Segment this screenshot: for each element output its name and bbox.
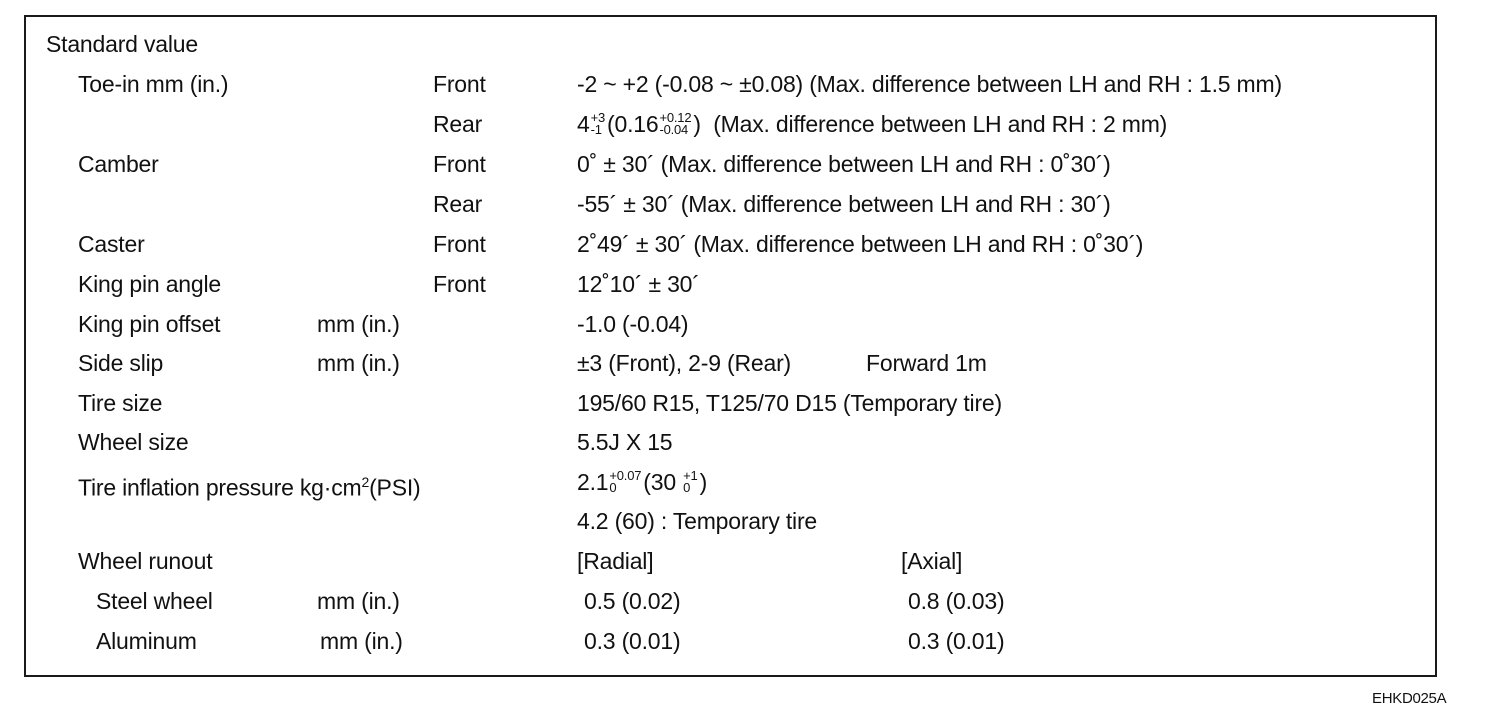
superscript: 2 xyxy=(361,474,370,490)
inflation-base: 2.1 xyxy=(577,469,609,495)
tolerance xyxy=(659,109,692,137)
tolerance-upper: +1 xyxy=(683,467,698,483)
item-label-steel-wheel: Steel wheel xyxy=(96,588,213,614)
inflation-label-text: Tire inflation pressure kg·cm xyxy=(78,474,362,501)
tolerance-upper: +0.12 xyxy=(659,109,692,125)
tolerance-upper: +0.07 xyxy=(609,467,642,483)
tolerance-lower: -0.04 xyxy=(659,121,689,137)
position-label: Rear xyxy=(433,191,483,217)
column-header-axial: [Axial] xyxy=(901,548,963,574)
inflation-psi: (30 xyxy=(643,469,676,495)
spec-value: -55´ ± 30´ (Max. difference between LH and RH : 30´) xyxy=(577,191,1111,217)
toe-rear-base: 4 xyxy=(577,111,590,137)
tolerance xyxy=(683,467,698,495)
spec-value: -2 ~ +2 (-0.08 ~ ±0.08) (Max. difference between LH and RH : 1.5 mm) xyxy=(577,71,1282,97)
close-paren: ) xyxy=(699,469,708,495)
item-label-wheel-size: Wheel size xyxy=(78,429,189,455)
close-paren: ) xyxy=(693,111,701,137)
item-label-camber: Camber xyxy=(78,151,159,177)
position-label: Front xyxy=(433,231,486,257)
item-label-tire-size: Tire size xyxy=(78,390,163,416)
tolerance-lower: 0 xyxy=(683,479,691,495)
item-label-kingpin-offset: King pin offset xyxy=(78,311,221,337)
section-heading: Standard value xyxy=(46,31,198,57)
unit-label: mm (in.) xyxy=(317,350,400,376)
unit-label: mm (in.) xyxy=(317,311,400,337)
position-label: Front xyxy=(433,151,486,177)
item-label-toe-in: Toe-in mm (in.) xyxy=(78,71,229,97)
inflation-unit: (PSI) xyxy=(369,474,421,501)
spec-value: -1.0 (-0.04) xyxy=(577,311,689,337)
spec-value-inflation xyxy=(577,468,707,496)
spec-value-radial: 0.5 (0.02) xyxy=(584,588,681,614)
toe-rear-inch: (0.16 xyxy=(607,111,659,137)
spec-value: 4.2 (60) : Temporary tire xyxy=(577,508,818,534)
spec-value: ±3 (Front), 2-9 (Rear) xyxy=(577,350,791,376)
spec-value-axial: 0.8 (0.03) xyxy=(908,588,1005,614)
spec-value: 195/60 R15, T125/70 D15 (Temporary tire) xyxy=(577,390,1002,416)
item-label-wheel-runout: Wheel runout xyxy=(78,548,213,574)
item-label-aluminum: Aluminum xyxy=(96,628,197,654)
position-label: Rear xyxy=(433,111,483,137)
item-label-kingpin-angle: King pin angle xyxy=(78,271,221,297)
spec-value: 2˚49´ ± 30´ (Max. difference between LH and RH : 0˚30´) xyxy=(577,231,1144,257)
spec-value-axial: 0.3 (0.01) xyxy=(908,628,1005,654)
unit-label: mm (in.) xyxy=(317,588,400,614)
spec-value: 0˚ ± 30´ (Max. difference between LH and RH : 0˚30´) xyxy=(577,151,1111,177)
item-label-caster: Caster xyxy=(78,231,145,257)
toe-rear-note: (Max. difference between LH and RH : 2 mm) xyxy=(713,111,1168,137)
tolerance xyxy=(590,109,606,137)
position-label: Front xyxy=(433,271,486,297)
position-label: Front xyxy=(433,71,486,97)
spec-value: 12˚10´ ± 30´ xyxy=(577,271,700,297)
figure-code: EHKD025A xyxy=(1372,690,1447,707)
tolerance-lower: -1 xyxy=(590,121,602,137)
item-label-inflation xyxy=(78,468,420,502)
spec-value-radial: 0.3 (0.01) xyxy=(584,628,681,654)
tolerance-lower: 0 xyxy=(609,479,617,495)
spec-value: 5.5J X 15 xyxy=(577,429,673,455)
unit-label: mm (in.) xyxy=(320,628,403,654)
spec-extra: Forward 1m xyxy=(866,350,987,376)
tolerance-upper: +3 xyxy=(590,109,606,125)
column-header-radial: [Radial] xyxy=(577,548,654,574)
item-label-side-slip: Side slip xyxy=(78,350,164,376)
tolerance xyxy=(609,467,642,495)
spec-value-toe-rear xyxy=(577,110,1167,138)
